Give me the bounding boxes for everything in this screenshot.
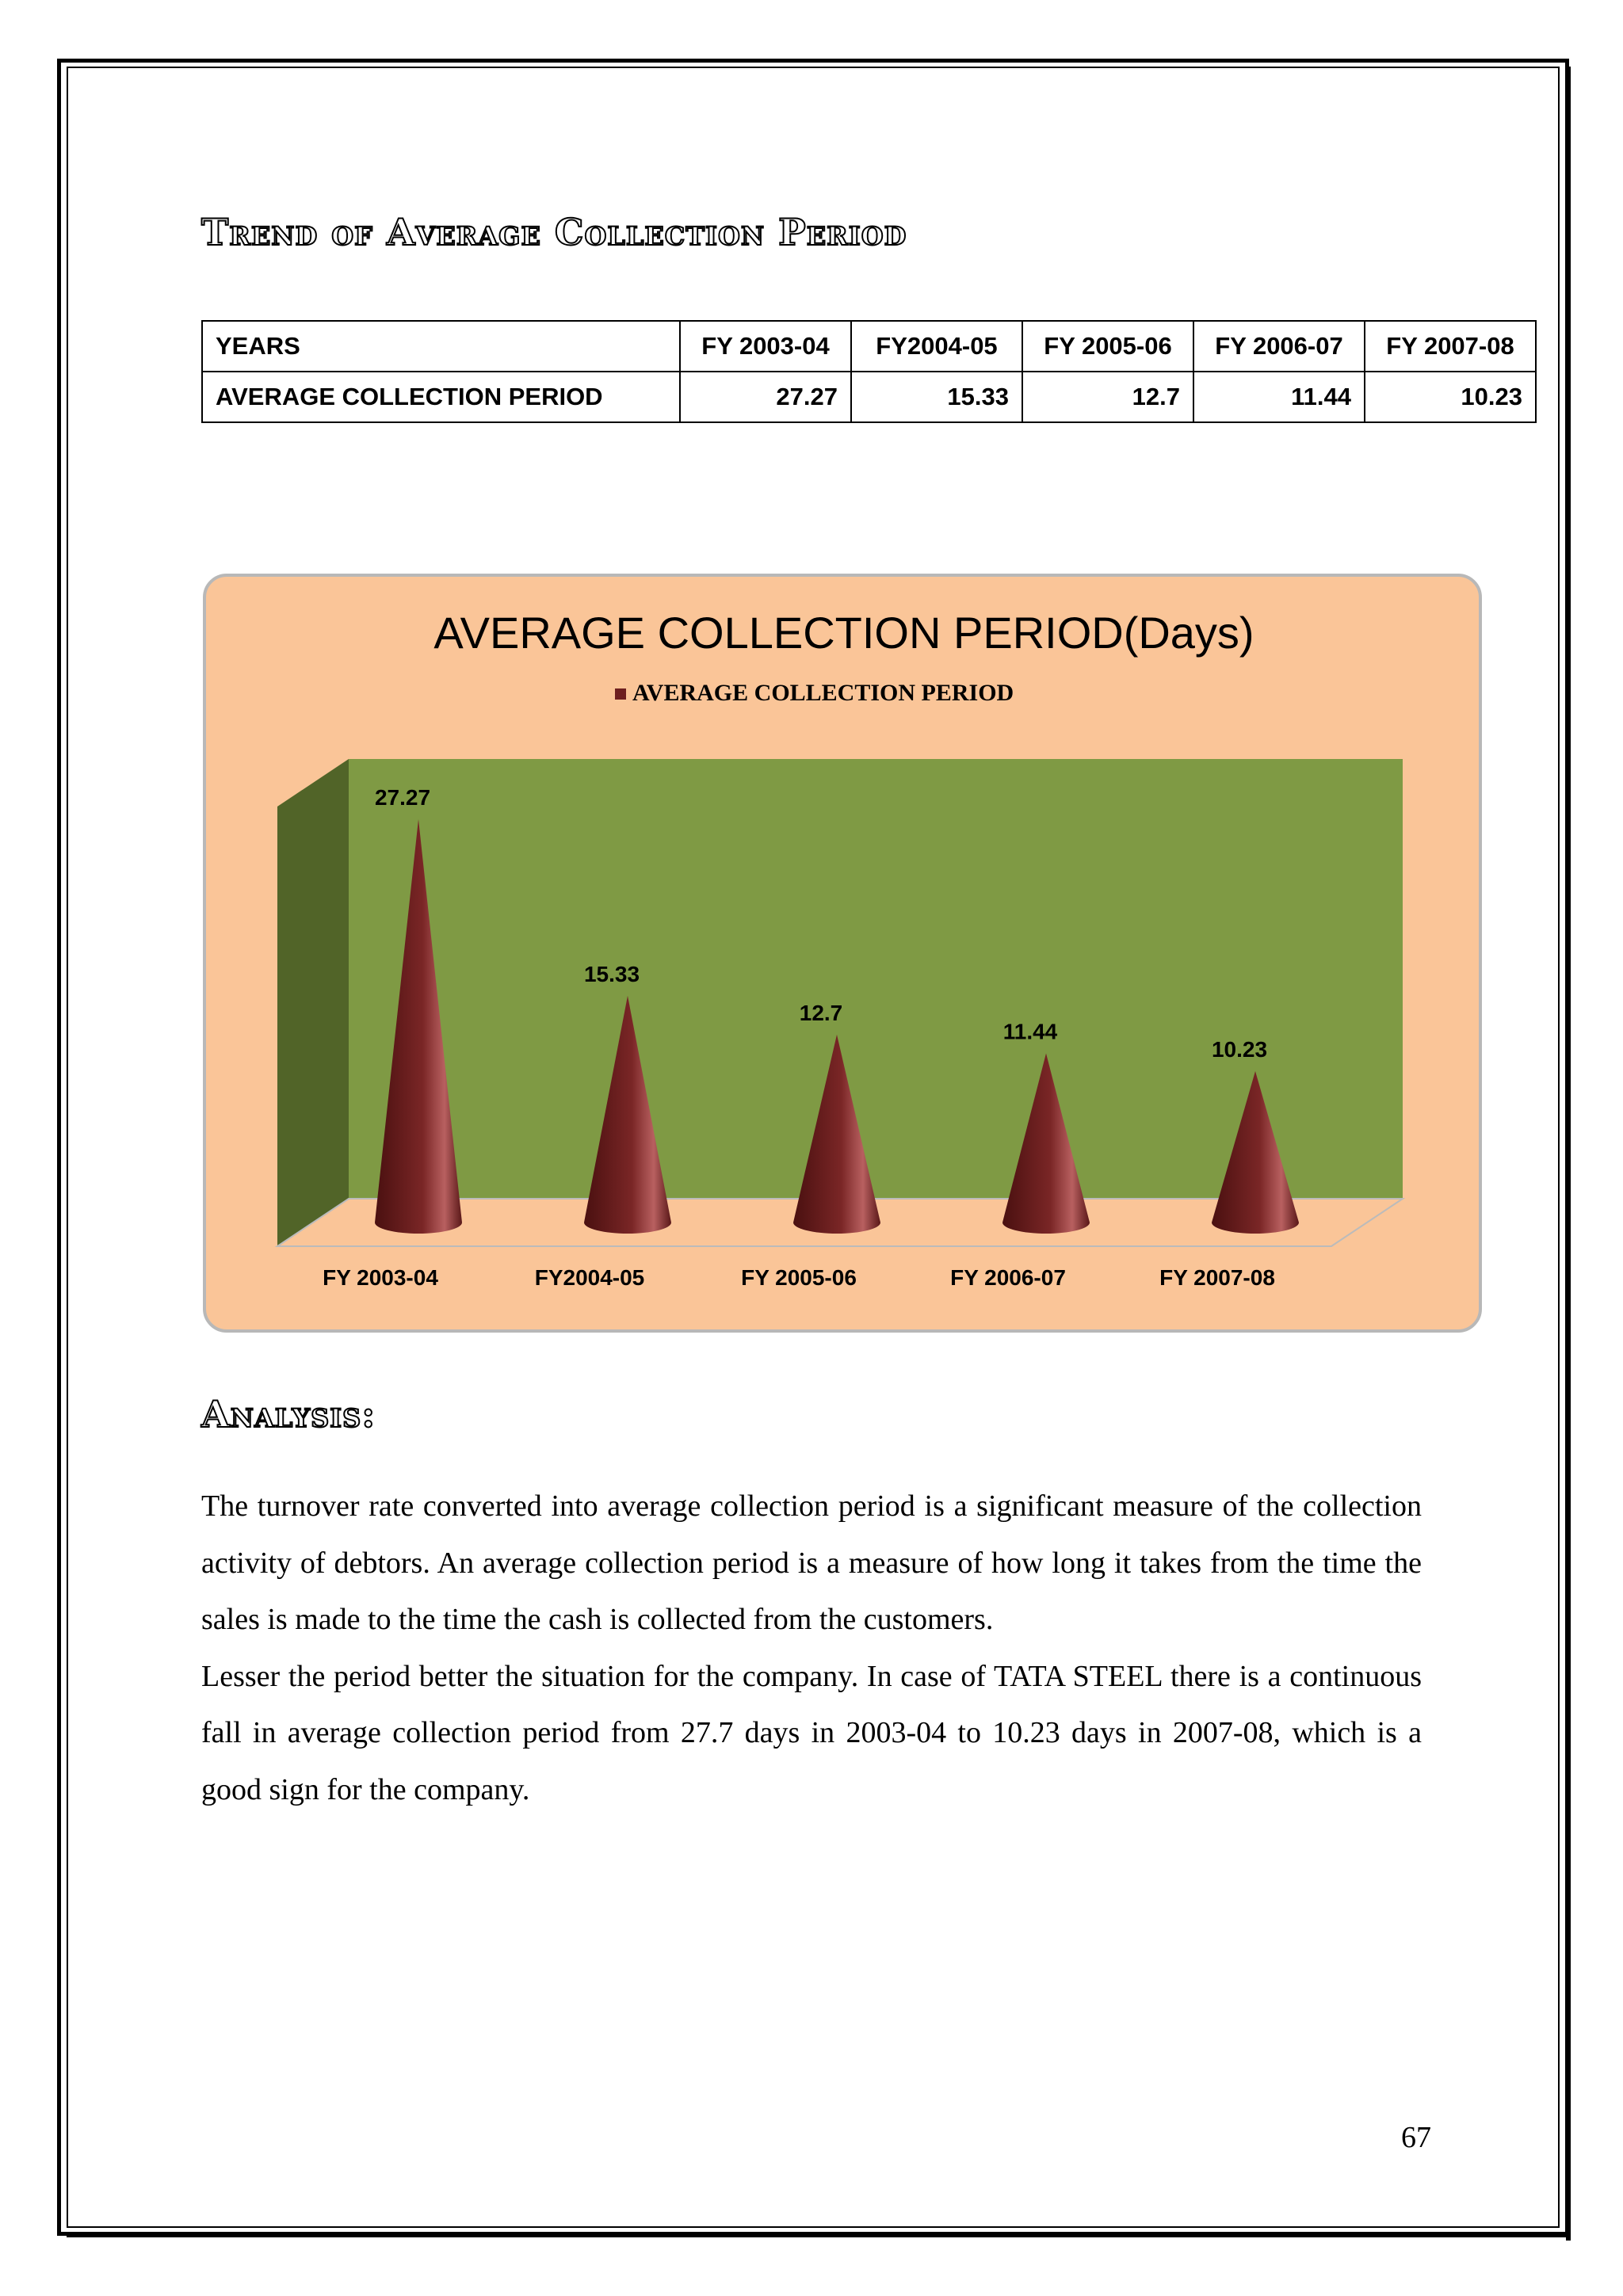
chart-data-label: 11.44	[1002, 1019, 1058, 1044]
chart-category-label: FY 2007-08	[1159, 1265, 1275, 1290]
chart-data-label: 12.7	[799, 1000, 843, 1025]
collection-period-table	[201, 320, 1537, 423]
chart-title: AVERAGE COLLECTION PERIOD(Days)	[433, 608, 1254, 658]
table-header-cell: YEARS	[202, 321, 680, 372]
chart-container	[203, 574, 1482, 1333]
table-cell: 12.7	[1022, 372, 1193, 422]
section-title: Trend of Average Collection Period	[201, 211, 907, 254]
table-cell: AVERAGE COLLECTION PERIOD	[202, 372, 680, 422]
legend-label: AVERAGE COLLECTION PERIOD	[632, 680, 1014, 706]
chart-data-label: 15.33	[583, 961, 640, 986]
collection-period-chart	[206, 577, 1479, 1329]
analysis-text	[201, 1478, 1422, 1818]
table-header-cell: FY 2005-06	[1022, 321, 1193, 372]
chart-data-label: 10.23	[1211, 1037, 1268, 1062]
page-number: 67	[1401, 2121, 1431, 2154]
table-header-row	[202, 321, 1536, 372]
analysis-title: Analysis:	[201, 1393, 376, 1436]
table-cell: 11.44	[1193, 372, 1365, 422]
chart-category-label: FY 2005-06	[741, 1265, 857, 1290]
legend-swatch	[615, 688, 626, 700]
analysis-paragraph: Lesser the period better the situation for the company. In case of TATA STEEL there is a continuous fall in average collection period from 27.7 days in 2003-04 to 10.23 days in 2007-08, which is a good sign for the company.	[201, 1659, 1422, 1806]
chart-data-label: 27.27	[374, 784, 431, 810]
chart-side-wall	[277, 759, 349, 1246]
analysis-paragraph: The turnover rate converted into average collection period is a significant measure of the collection activity of debtors. An average collection period is a measure of how long it takes from the time the sales is made to the time the cash is collected from the customers.	[201, 1489, 1422, 1636]
page-border-shadow-right	[1566, 67, 1571, 2241]
table-header-cell: FY 2006-07	[1193, 321, 1365, 372]
table-cell: 27.27	[680, 372, 851, 422]
table-cell: 10.23	[1365, 372, 1536, 422]
chart-category-label: FY 2006-07	[950, 1265, 1066, 1290]
plot-area	[277, 759, 1403, 1290]
chart-category-label: FY2004-05	[534, 1265, 645, 1290]
table-row	[202, 372, 1536, 422]
chart-category-label: FY 2003-04	[323, 1265, 438, 1290]
page-border-shadow-bottom	[67, 2233, 1571, 2237]
table-cell: 15.33	[851, 372, 1022, 422]
table-header-cell: FY2004-05	[851, 321, 1022, 372]
table-header-cell: FY 2007-08	[1365, 321, 1536, 372]
table-header-cell: FY 2003-04	[680, 321, 851, 372]
